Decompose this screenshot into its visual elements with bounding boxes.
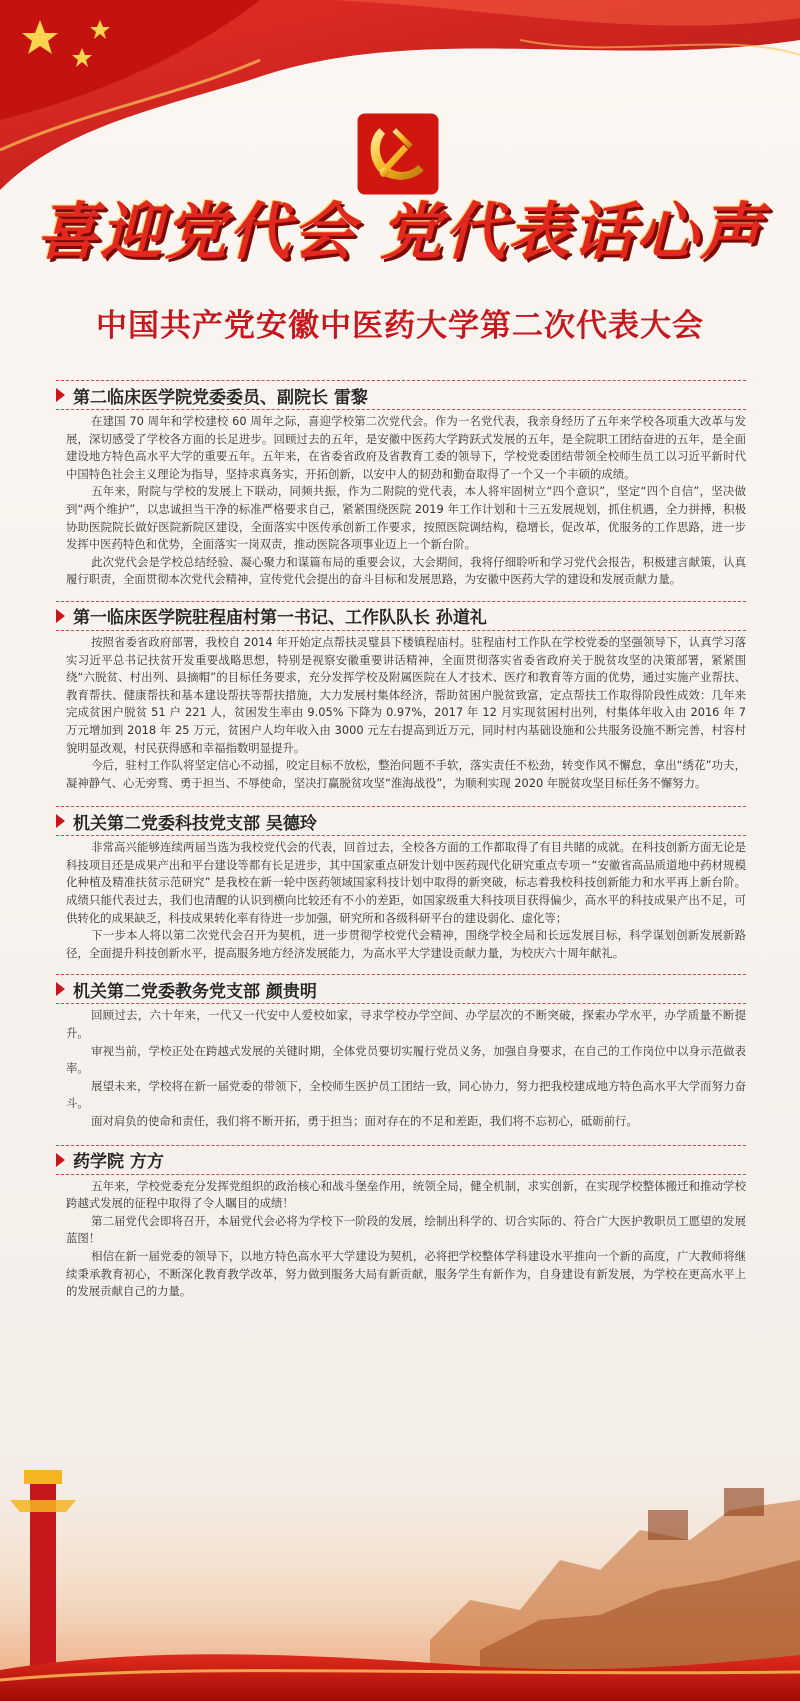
congress-subtitle: 中国共产党安徽中医药大学第二次代表大会: [96, 308, 704, 344]
section-header: [56, 601, 746, 631]
paragraph: 在建国 70 周年和学校建校 60 周年之际，喜迎学校第二次党代会。作为一名党代表，我亲身经历了五年来学校各项重大改革与发展，深切感受了学校各方面的长足进步。回顾过去的五年，是安徽中医药大学跨跃式发展的五年，是全院职工团结奋进的五年，是全面建设地方特色高水平大学的重要五年。五年来，在省委省政府及省教育工委的领导下，学校党委团结带领全校师生员工以习近平新时代中国特色社会主义理论为指导，坚持求真务实，开拓创新，以安中人的韧劲和勤奋取得了一个又一个丰硕的成绩。: [66, 414, 746, 481]
headline-slogan: 喜迎党代会 党代表话心声: [36, 195, 764, 268]
paragraph: 五年来，附院与学校的发展上下联动，同频共振，作为二附院的党代表，本人将牢固树立“四个意识”，坚定“四个自信”，坚决做到“两个维护”，以忠诚担当干净的标准严格要求自己，紧紧围绕医院 2019 年工作计划和十三五发展规划，抓住机遇，全力拼搏，积极协助医院院长做好医院新院区建设，全面落实中医传承创新工作要求，按照医院调结构，稳增长，促改革，优服务的工作思路，进一步发挥中医药特色和优势，全面落实一岗双责，推动医院各项事业迈上一个新台阶。: [66, 484, 746, 552]
paragraph: 五年来，学校党委充分发挥党组织的政治核心和战斗堡垒作用，统领全局，健全机制，求实创新，在实现学校整体搬迁和推动学校跨越式发展的征程中取得了令人瞩目的成绩！: [66, 1178, 746, 1211]
great-wall-decoration: [0, 1440, 800, 1701]
section-body: [56, 1004, 746, 1130]
paragraph: 审视当前，学校正处在跨越式发展的关键时期，全体党员要切实履行党员义务，加强自身要求，在自己的工作岗位中以身示范做表率。: [66, 1043, 746, 1076]
section-title: 第二临床医学院党委委员、副院长 雷黎: [73, 387, 368, 408]
paragraph: 相信在新一届党委的领导下，以地方特色高水平大学建设为契机，必将把学校整体学科建设水平推向一个新的高度，广大教师将继续秉承教育初心，不断深化教育教学改革，努力做到服务大局有新贡献，服务学生有新作为，自身建设有新发展，为学校在更高水平上的发展贡献自己的力量。: [66, 1248, 746, 1299]
paragraph: 下一步本人将以第二次党代会召开为契机，进一步贯彻学校党代会精神，围绕学校全局和长远发展目标，科学谋划创新发展新路径，全面提升科技创新水平，提高服务地方经济发展能力，为高水平大学建设贡献力量，为校庆六十周年献礼。: [66, 928, 746, 960]
triangle-arrow-icon: [56, 814, 65, 828]
triangle-arrow-icon: [56, 1153, 65, 1167]
paragraph: 今后，驻村工作队将坚定信心不动摇，咬定目标不放松，整治问题不手软，落实责任不松劲，转变作风不懈怠，拿出“绣花”功夫，凝神静气、心无旁骛、勇于担当、不辱使命，坚决打赢脱贫攻坚“淮海战役”，为顺利实现 2020 年脱贫攻坚目标任务不懈努力。: [66, 758, 746, 790]
speech-section: [56, 601, 746, 792]
section-title: 机关第二党委科技党支部 吴德玲: [73, 813, 317, 834]
section-body: [56, 836, 746, 962]
section-header: [56, 974, 746, 1004]
section-header: [56, 806, 746, 836]
paragraph: 按照省委省政府部署，我校自 2014 年开始定点帮扶灵璧县下楼镇程庙村。驻程庙村工作队在学校党委的坚强领导下，认真学习落实习近平总书记扶贫开发重要战略思想，特别是视察安徽重要讲话精神，全面贯彻落实省委省政府关于脱贫攻坚的决策部署，紧紧围绕“六脱贫、村出列、县摘帽”的目标任务要求，充分发挥学校及附属医院在人才技术、医疗和教育等方面的优势，通过实施产业帮扶、教育帮扶、健康帮扶和基本建设帮扶等帮扶措施，大力发展村集体经济，帮助贫困户脱贫致富，定点帮扶工作取得阶段性成效：几年来完成贫困户脱贫 51 户 221 人，贫困发生率由 9.05% 下降为 0.97%，2017 年 12 月实现贫困村出列，村集体年收入由 2016 年 7 万元增加到 2018 年 25 万元，贫困户人均年收入由 3000 元左右提高到近万元，同时村内基础设施和公共服务设施不断完善，村容村貌明显改观，村民获得感和幸福指数明显提升。: [66, 634, 746, 755]
speech-section: [56, 380, 746, 589]
section-header: [56, 380, 746, 410]
paragraph: 展望未来，学校将在新一届党委的带领下，全校师生医护员工团结一致，同心协力，努力把我校建成地方特色高水平大学而努力奋斗。: [66, 1078, 746, 1111]
section-title: 机关第二党委教务党支部 颜贵明: [73, 981, 317, 1002]
triangle-arrow-icon: [56, 609, 65, 623]
paragraph: 第二届党代会即将召开，本届党代会必将为学校下一阶段的发展，绘制出科学的、切合实际的、符合广大医护教职员工愿望的发展蓝图！: [66, 1213, 746, 1246]
paragraph: 回顾过去，六十年来，一代又一代安中人爱校如家，寻求学校办学空间、办学层次的不断突破，探索办学水平，办学质量不断提升。: [66, 1008, 746, 1041]
section-header: [56, 1145, 746, 1175]
section-body: [56, 1175, 746, 1301]
section-body: [56, 410, 746, 589]
speech-section: [56, 806, 746, 962]
speech-section: [56, 1145, 746, 1301]
paragraph: 此次党代会是学校总结经验、凝心聚力和谋篇布局的重要会议，大会期间，我将仔细聆听和学习党代会报告，积极建言献策，认真履行职责，全面贯彻本次党代会精神，宣传党代会提出的奋斗目标和发展思路，为安徽中医药大学的建设和发展贡献力量。: [66, 554, 746, 587]
content-area: [56, 380, 746, 1301]
section-body: [56, 631, 746, 792]
triangle-arrow-icon: [56, 388, 65, 402]
triangle-arrow-icon: [56, 982, 65, 996]
section-title: 药学院 方方: [73, 1152, 164, 1173]
paragraph: 非常高兴能够连续两届当选为我校党代会的代表，回首过去，全校各方面的工作都取得了有目共睹的成就。在科技创新方面无论是科技项目还是成果产出和平台建设等都有长足进步，其中国家重点研发计划中医药现代化研究重点专项－“安徽省高品质道地中药材规模化种植及精准扶贫示范研究” 是我校在新一轮中医药领域国家科技计划中取得的新突破，标志着我校科技创新能力和水平再上新台阶。成绩只能代表过去，我们也清醒的认识到横向比较还有不小的差距，如国家级重大科技项目获得偏少，高水平的科技成果产出不足，可供转化的成果缺乏，科技成果转化率有待进一步加强，研究所和各级科研平台的建设弱化、虚化等；: [66, 840, 746, 925]
speech-section: [56, 974, 746, 1130]
section-title: 第一临床医学院驻程庙村第一书记、工作队队长 孙道礼: [73, 608, 487, 629]
paragraph: 面对肩负的使命和责任，我们将不断开拓，勇于担当；面对存在的不足和差距，我们将不忘初心，砥砺前行。: [91, 1114, 638, 1128]
